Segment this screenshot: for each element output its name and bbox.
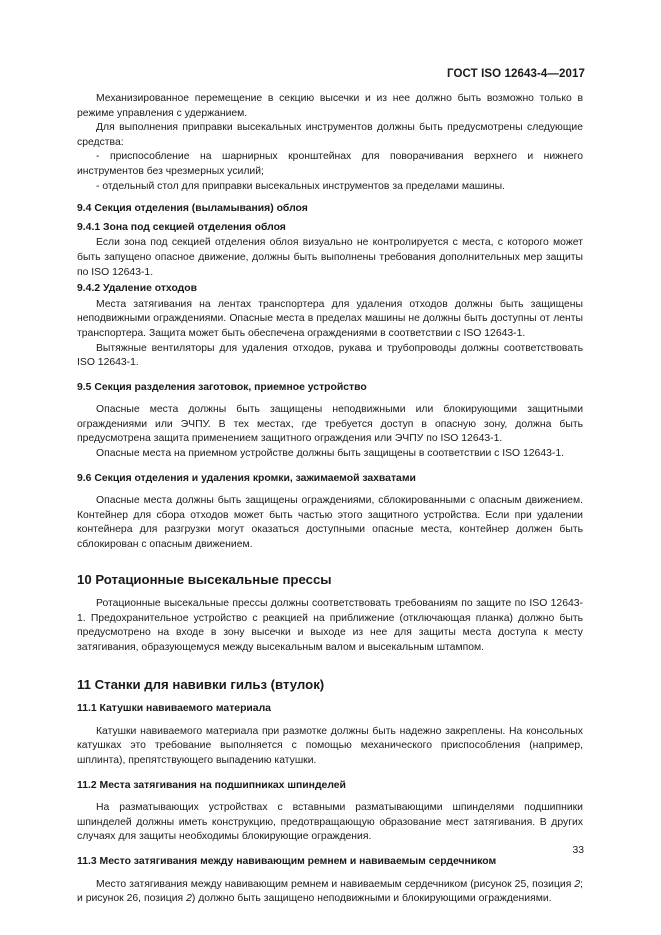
section-heading-11-2: 11.2 Места затягивания на подшипниках шпинделей [77,779,346,791]
paragraph: Опасные места на приемном устройстве должны быть защищены в соответствии с ISO 12643-1. [96,448,565,460]
text-run: Место затягивания между навивающим ремнем и навиваемым сердечником (рисунок 25, позиция [96,878,575,890]
paragraph [77,92,583,121]
paragraph: Катушки навиваемого материала при размотке должны быть надежно закреплены. На консольных катушках это требование выполняется с помощью механического приспособления (например, шплинта), препятствующего выпадению катушки. [77,725,583,766]
page-number: 33 [572,845,584,856]
position-number: 2 [186,893,192,905]
section-heading-11-3: 11.3 Место затягивания между навивающим ремнем и навиваемым сердечником [77,855,497,867]
paragraph: Для выполнения приправки высекальных инструментов должны быть предусмотрены следующие средства: [77,122,583,148]
paragraph: Если зона под секцией отделения облоя визуально не контролируется с места, с которого может быть запущено опасное движение, должны быть выполнены требования дополнительных мер защиты по ISO 12643-1. [77,237,583,278]
paragraph: На разматывающих устройствах с вставными разматывающими шпинделями подшипники шпинделей должны иметь конструкцию, предотвращающую образование мест затягивания. В других случаях для защиты необходимы блокирующие ограждения. [77,802,583,843]
subsection-heading-9-4-2: 9.4.2 Удаление отходов [77,283,197,295]
page-content [77,92,583,907]
subsection-heading-9-4-1: 9.4.1 Зона под секцией отделения облоя [77,221,286,233]
section-heading-9-5: 9.5 Секция разделения заготовок, приемное устройство [77,381,367,393]
section-heading-9-4: 9.4 Секция отделения (выламывания) облоя [77,203,308,215]
paragraph: Вытяжные вентиляторы для удаления отходов, рукава и трубопроводы должны соответствовать ISO 12643-1. [77,342,583,369]
paragraph: Опасные места должны быть защищены ограждениями, сблокированными с опасным движением. Контейнер для сбора отходов может быть частью этого защитного устройства. Если при удалении контейнера для разгрузки могут оказаться доступными опасные места, контейнер должен быть сблокирован с опасным движением. [77,495,583,551]
chapter-heading-11: 11 Станки для навивки гильз (втулок) [77,676,325,692]
paragraph: Места затягивания на лентах транспортера для удаления отходов должны быть защищены неподвижными ограждениями. Опасные места в пределах машины не должны быть доступны от ленты транспортера. Защита может быть обеспечена ограждениями в соответствии с ISO 12643-1. [77,298,583,339]
section-heading-11-1: 11.1 Катушки навиваемого материала [77,703,271,715]
paragraph: Опасные места должны быть защищены неподвижными или блокирующими защитными ограждениями или ЭЧПУ. В тех местах, где требуется доступ в опасную зону, должна быть предусмотрена защита применением защитного ограждения или ЭЧПУ по ISO 12643-1. [77,404,583,445]
paragraph: Ротационные высекальные прессы должны соответствовать требованиям по защите по ISO 12643-1. Предохранительное устройство с реакцией на приближение (отключающая планка) должно быть предусмотрено на входе в зону высечки и выходе из нее для защиты места доступа к месту затягивания, образующемуся между высекальным валом и высекальным штампом. [77,598,583,653]
text-run: ) должно быть защищено неподвижными и блокирующими ограждениями. [191,893,552,905]
list-item: - приспособление на шарнирных кронштейнах для поворачивания верхнего и нижнего инструментов без чрезмерных усилий; [77,151,583,177]
list-item: - отдельный стол для приправки высекальных инструментов за пределами машины. [96,180,506,192]
section-heading-9-6: 9.6 Секция отделения и удаления кромки, зажимаемой захватами [77,472,416,484]
chapter-heading-10: 10 Ротационные высекальные прессы [77,571,332,587]
text-run: ; и рисунок 26, позиция [77,878,583,905]
document-code-header: ГОСТ ISO 12643-4—2017 [447,68,585,80]
paragraph-text: Механизированное перемещение в секцию высечки и из нее должно быть возможно только в режиме управления с удержанием. [77,93,583,119]
paragraph [77,878,583,907]
position-number: 2 [574,878,581,890]
